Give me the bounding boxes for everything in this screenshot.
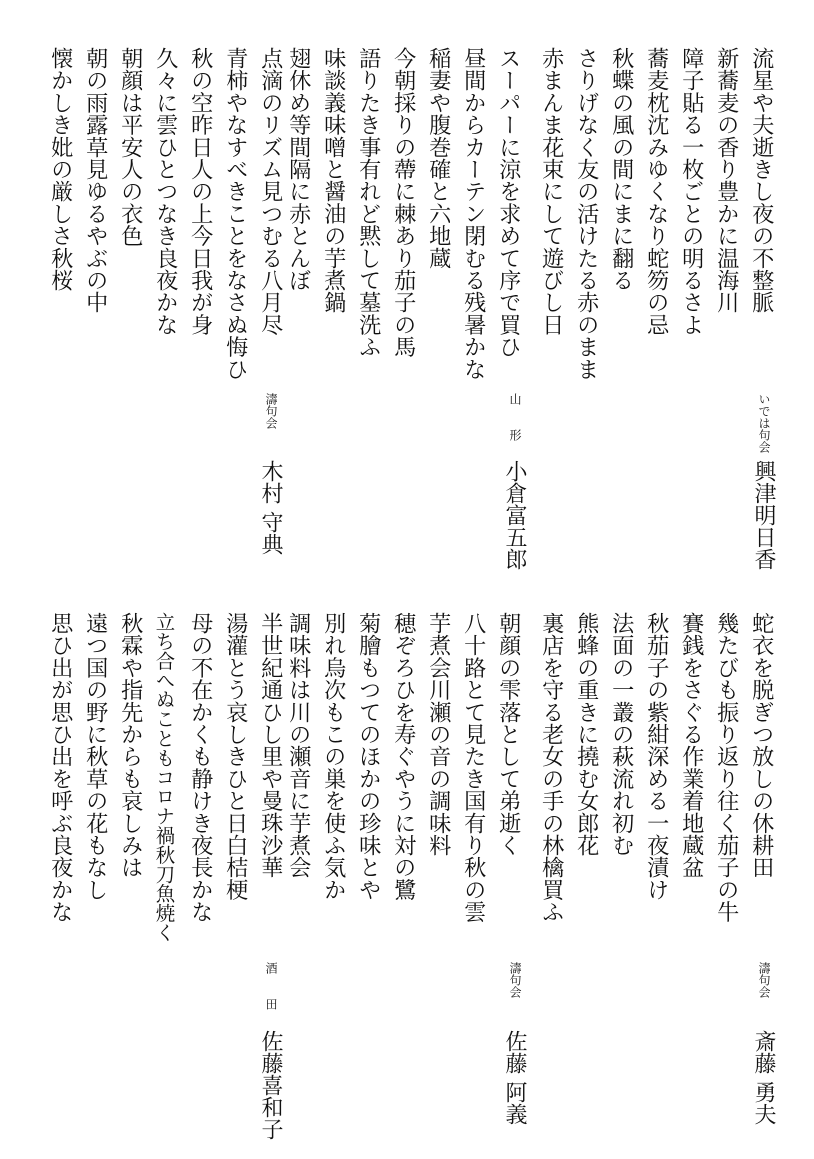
haiku-line: 半世紀通ひし里や曼珠沙華: [257, 612, 284, 879]
haiku-line: 湯灌とう哀しきひと日白桔梗: [222, 612, 249, 901]
haiku-line: 味談義味噌と醤油の芋煮鍋: [320, 47, 347, 314]
haiku-line: 菊膾もつてのほかの珍味とや: [355, 612, 382, 901]
haiku-line: さりげなく友の活けたる赤のまま: [573, 47, 600, 380]
author-name: 木村 守典: [258, 460, 283, 555]
haiku-line: 思ひ出が思ひ出を呼ぶ良夜かな: [47, 612, 74, 923]
haiku-line: 障子貼る一枚ごとの明るさよ: [678, 47, 705, 336]
haiku-line: 秋茄子の紫紺深める一夜漬け: [643, 612, 670, 901]
haiku-line: 母の不在かくも静けき夜長かな: [187, 612, 214, 923]
haiku-line: 穂ぞろひを寿ぐやうに対の鷺: [390, 612, 417, 901]
haiku-line: 立ち合へぬこともコロナ禍秋刀魚焼く: [152, 612, 176, 942]
haiku-line: 芋煮会川瀬の音の調味料: [425, 612, 452, 857]
author-affiliation: 濤句会: [508, 962, 522, 998]
haiku-line: 遠つ国の野に秋草の花もなし: [82, 612, 109, 901]
haiku-line: 赤まんま花束にして遊びし日: [538, 47, 565, 336]
haiku-line: 裏店を守る老女の手の林檎買ふ: [538, 612, 565, 923]
haiku-line: 八十路とて見たき国有り秋の雲: [460, 612, 487, 923]
haiku-line: 蕎麦枕沈みゆくなり蛇笏の忌: [643, 47, 670, 336]
haiku-line: 法面の一叢の萩流れ初む: [608, 612, 635, 857]
author-affiliation: 山 形: [508, 393, 522, 451]
author-name: 小倉富五郎: [502, 460, 527, 570]
haiku-line: 朝顔の雫落として弟逝く: [495, 612, 522, 857]
haiku-line: 新蕎麦の香り豊かに温海川: [713, 47, 740, 314]
haiku-line: スーパーに涼を求めて序で買ひ: [495, 47, 522, 358]
haiku-line: 翅休め等間隔に赤とんぼ: [285, 47, 312, 292]
author-name: 斎藤 勇夫: [751, 1030, 776, 1125]
haiku-line: 秋霖や指先からも哀しみは: [117, 612, 144, 879]
haiku-line: 秋蝶の風の間にまに翻る: [608, 47, 635, 292]
author-affiliation: 酒 田: [264, 962, 278, 1020]
haiku-line: 懐かしき妣の厳しさ秋桜: [47, 47, 74, 292]
haiku-line: 秋の空昨日人の上今日我が身: [187, 47, 214, 336]
author-affiliation: 濤句会: [264, 393, 278, 429]
haiku-line: 久々に雲ひとつなき良夜かな: [152, 47, 179, 336]
haiku-line: 昼間からカーテン閉むる残暑かな: [460, 47, 487, 380]
haiku-line: 調味料は川の瀬音に芋煮会: [285, 612, 312, 879]
haiku-line: 青柿やなすべきことをなさぬ悔ひ: [222, 47, 249, 380]
haiku-line: 幾たびも振り返り往く茄子の牛: [713, 612, 740, 923]
haiku-line: 流星や夫逝きし夜の不整脈: [748, 47, 775, 314]
author-name: 佐藤 阿義: [502, 1030, 527, 1125]
haiku-line: 点滴のリズム見つむる八月尽: [257, 47, 284, 336]
haiku-line: 今朝採りの蔕に棘あり茄子の馬: [390, 47, 417, 358]
haiku-line: 朝の雨露草見ゆるやぶの中: [82, 47, 109, 314]
author-affiliation: 濤句会: [757, 962, 771, 998]
haiku-line: 語りたき事有れど黙して墓洗ふ: [355, 47, 382, 358]
author-name: 興津明日香: [751, 460, 776, 570]
haiku-line: 朝顔は平安人の衣色: [117, 47, 144, 247]
haiku-line: 別れ烏次もこの巣を使ふ気か: [320, 612, 347, 901]
author-name: 佐藤喜和子: [258, 1030, 283, 1140]
author-affiliation: いでは句会: [757, 393, 771, 453]
haiku-line: 蛇衣を脱ぎつ放しの休耕田: [748, 612, 775, 879]
haiku-line: 稲妻や腹巻確と六地蔵: [425, 47, 452, 269]
haiku-line: 賽銭をさぐる作業着地蔵盆: [678, 612, 705, 879]
haiku-line: 熊蜂の重きに撓む女郎花: [573, 612, 600, 857]
